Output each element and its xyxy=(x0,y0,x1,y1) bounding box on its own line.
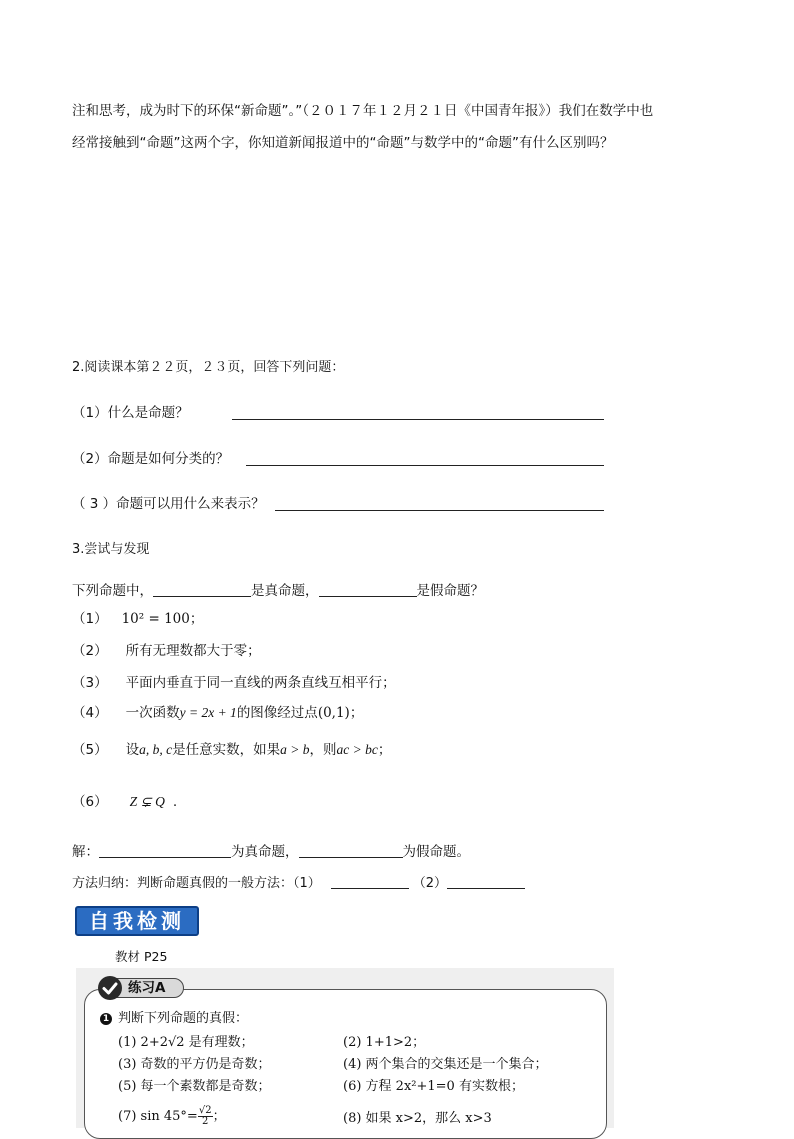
item-math: a, b, c xyxy=(139,742,173,757)
exercise-item-7 xyxy=(118,1106,226,1127)
item-text: ； xyxy=(349,705,364,721)
fraction-numerator: √2 xyxy=(198,1105,212,1116)
prompt-part-b: 是真命题， xyxy=(251,583,319,599)
item-text: 所有无理数都大于零； xyxy=(125,643,261,659)
method-blank-2[interactable] xyxy=(447,874,525,889)
intro-line-1: 注和思考，成为时下的环保“新命题”。”（２０１７年１２月２１日《中国青年报》）我们在数学中也 xyxy=(72,103,654,119)
answer-text: 为真命题， xyxy=(231,844,299,860)
prompt-part-c: 是假命题？ xyxy=(416,583,484,599)
method-line xyxy=(72,874,525,893)
section3-heading: 3.尝试与发现 xyxy=(72,542,150,557)
item-text: 设 xyxy=(125,742,140,758)
item-math: (0,1) xyxy=(317,705,350,721)
answer-line xyxy=(72,843,470,861)
prompt-part-a: 下列命题中， xyxy=(72,583,153,599)
exercise-item-4: (4) 两个集合的交集还是一个集合； xyxy=(343,1057,548,1072)
textbook-reference: 教材 P25 xyxy=(115,949,168,964)
exercise-item-2: (2) 1+1>2； xyxy=(343,1035,426,1050)
section2-question-3: （ 3 ）命题可以用什么来表示？ xyxy=(72,496,265,512)
fraction-denominator: 2 xyxy=(202,1116,209,1127)
method-blank-1[interactable] xyxy=(331,874,409,889)
false-propositions-blank[interactable] xyxy=(319,582,417,597)
answer-text: 为假命题。 xyxy=(402,844,470,860)
item-math: ac > bc xyxy=(336,742,378,757)
item-4 xyxy=(72,704,363,722)
item-text: 的图像经过点 xyxy=(236,705,318,721)
item-math: Z ⊊ Q xyxy=(129,794,165,809)
exercise-item-6: (6) 方程 2x²+1=0 有实数根； xyxy=(343,1079,524,1094)
check-icon xyxy=(98,976,122,1000)
item-text: 是任意实数，如果 xyxy=(172,742,281,758)
section2-heading: 2.阅读课本第２２页，２３页，回答下列问题： xyxy=(72,360,345,375)
fraction xyxy=(198,1106,213,1127)
item-3 xyxy=(72,674,396,692)
item-text: 10² = 100； xyxy=(121,611,204,627)
exercise-item-3: (3) 奇数的平方仍是奇数； xyxy=(118,1057,271,1072)
item-number: （1） xyxy=(72,611,108,627)
item-number: （4） xyxy=(72,705,108,721)
exercise-tag-label: 练习A xyxy=(128,980,166,996)
item-text: 平面内垂直于同一直线的两条直线互相平行； xyxy=(125,675,396,691)
answer-line-1[interactable] xyxy=(232,419,604,420)
intro-line-2: 经常接触到“命题”这两个字，你知道新闻报道中的“命题”与数学中的“命题”有什么区别吗？ xyxy=(72,135,614,151)
item-5 xyxy=(72,741,391,759)
item-text: ； xyxy=(377,742,392,758)
item7-end: ； xyxy=(212,1109,226,1124)
method-label: （2） xyxy=(412,876,448,891)
item-text: . xyxy=(172,794,178,810)
false-answer-blank[interactable] xyxy=(299,843,403,858)
section2-question-2: （2）命题是如何分类的？ xyxy=(72,451,230,467)
item7-text: (7) sin 45°= xyxy=(118,1109,198,1124)
question-text: 判断下列命题的真假： xyxy=(118,1011,249,1026)
exercise-item-1: (1) 2+2√2 是有理数； xyxy=(118,1035,254,1050)
item-math: a > b xyxy=(280,742,310,757)
exercise-item-5: (5) 每一个素数都是奇数； xyxy=(118,1079,271,1094)
item-text: ，则 xyxy=(309,742,337,758)
section2-question-1: （1）什么是命题？ xyxy=(72,405,189,421)
exercise-item-8: (8) 如果 x>2，那么 x>3 xyxy=(343,1111,492,1126)
item-math: y = 2x + 1 xyxy=(179,705,237,720)
answer-line-2[interactable] xyxy=(246,465,604,466)
item-1 xyxy=(72,610,203,628)
self-check-badge: 自我检测 xyxy=(75,906,199,936)
item-number: （5） xyxy=(72,742,108,758)
true-answer-blank[interactable] xyxy=(99,843,231,858)
true-propositions-blank[interactable] xyxy=(153,582,251,597)
item-text: 一次函数 xyxy=(125,705,180,721)
exercise-question xyxy=(100,1010,248,1028)
item-number: （3） xyxy=(72,675,108,691)
item-number: （2） xyxy=(72,643,108,659)
item-number: （6） xyxy=(72,794,108,810)
answer-label: 解： xyxy=(72,844,99,860)
answer-line-3[interactable] xyxy=(275,510,604,511)
method-label: 方法归纳：判断命题真假的一般方法：（1） xyxy=(72,876,321,891)
section3-prompt xyxy=(72,582,484,600)
item-2 xyxy=(72,642,261,660)
question-number: 1 xyxy=(100,1013,112,1025)
item-6 xyxy=(72,793,177,811)
